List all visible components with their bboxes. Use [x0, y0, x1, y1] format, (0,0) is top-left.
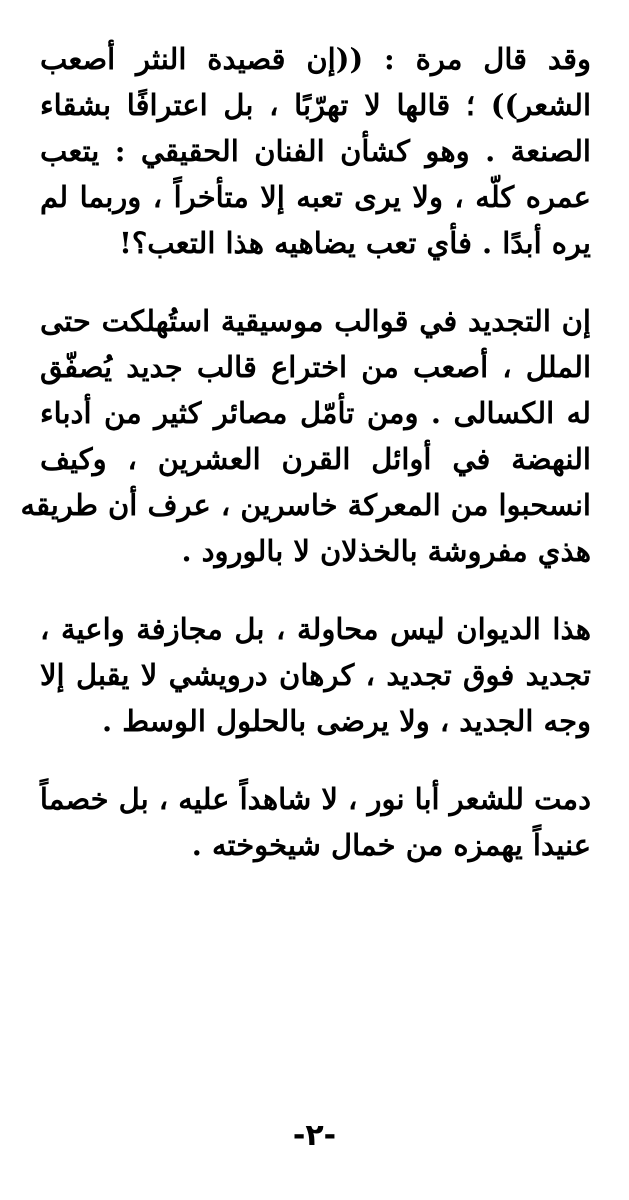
paragraph-1 [40, 36, 591, 266]
text-line: له الكسالى . ومن تأمّل مصائر كثير من أدباء [40, 396, 591, 430]
text-line: عمره كلّه ، ولا يرى تعبه إلا متأخراً ، وربما لم [40, 180, 591, 214]
text-line: الشعر)) ؛ قالها لا تهرّبًا ، بل اعترافًا بشقاء [40, 88, 591, 122]
text-line: إن التجديد في قوالب موسيقية استُهلكت حتى [40, 304, 591, 338]
text-line: وقد قال مرة : ((إن قصيدة النثر أصعب [40, 42, 591, 76]
text-line: الصنعة . وهو كشأن الفنان الحقيقي : يتعب [40, 134, 591, 168]
text-line: هذا الديوان ليس محاولة ، بل مجازفة واعية ، [40, 612, 591, 646]
paragraph-4 [40, 776, 591, 868]
text-line: يره أبدًا . فأي تعب يضاهيه هذا التعب؟! [119, 226, 591, 260]
page-body [20, 36, 591, 900]
paragraph-2 [20, 298, 591, 574]
text-line: الملل ، أصعب من اختراع قالب جديد يُصفّق [40, 350, 591, 384]
text-line: النهضة في أوائل القرن العشرين ، وكيف [40, 442, 591, 476]
paragraph-3 [40, 606, 591, 744]
text-line: هذي مفروشة بالخذلان لا بالورود . [181, 534, 591, 568]
page-number: -٢- [292, 1118, 337, 1153]
text-line: دمت للشعر أبا نور ، لا شاهداً عليه ، بل خصماً [39, 782, 591, 816]
text-line: وجه الجديد ، ولا يرضى بالحلول الوسط . [102, 704, 591, 738]
text-line: عنيداً يهمزه من خمال شيخوخته . [191, 828, 591, 862]
text-line: انسحبوا من المعركة خاسرين ، عرف أن طريقه [20, 488, 591, 522]
text-line: تجديد فوق تجديد ، كرهان درويشي لا يقبل إلا [40, 658, 591, 692]
